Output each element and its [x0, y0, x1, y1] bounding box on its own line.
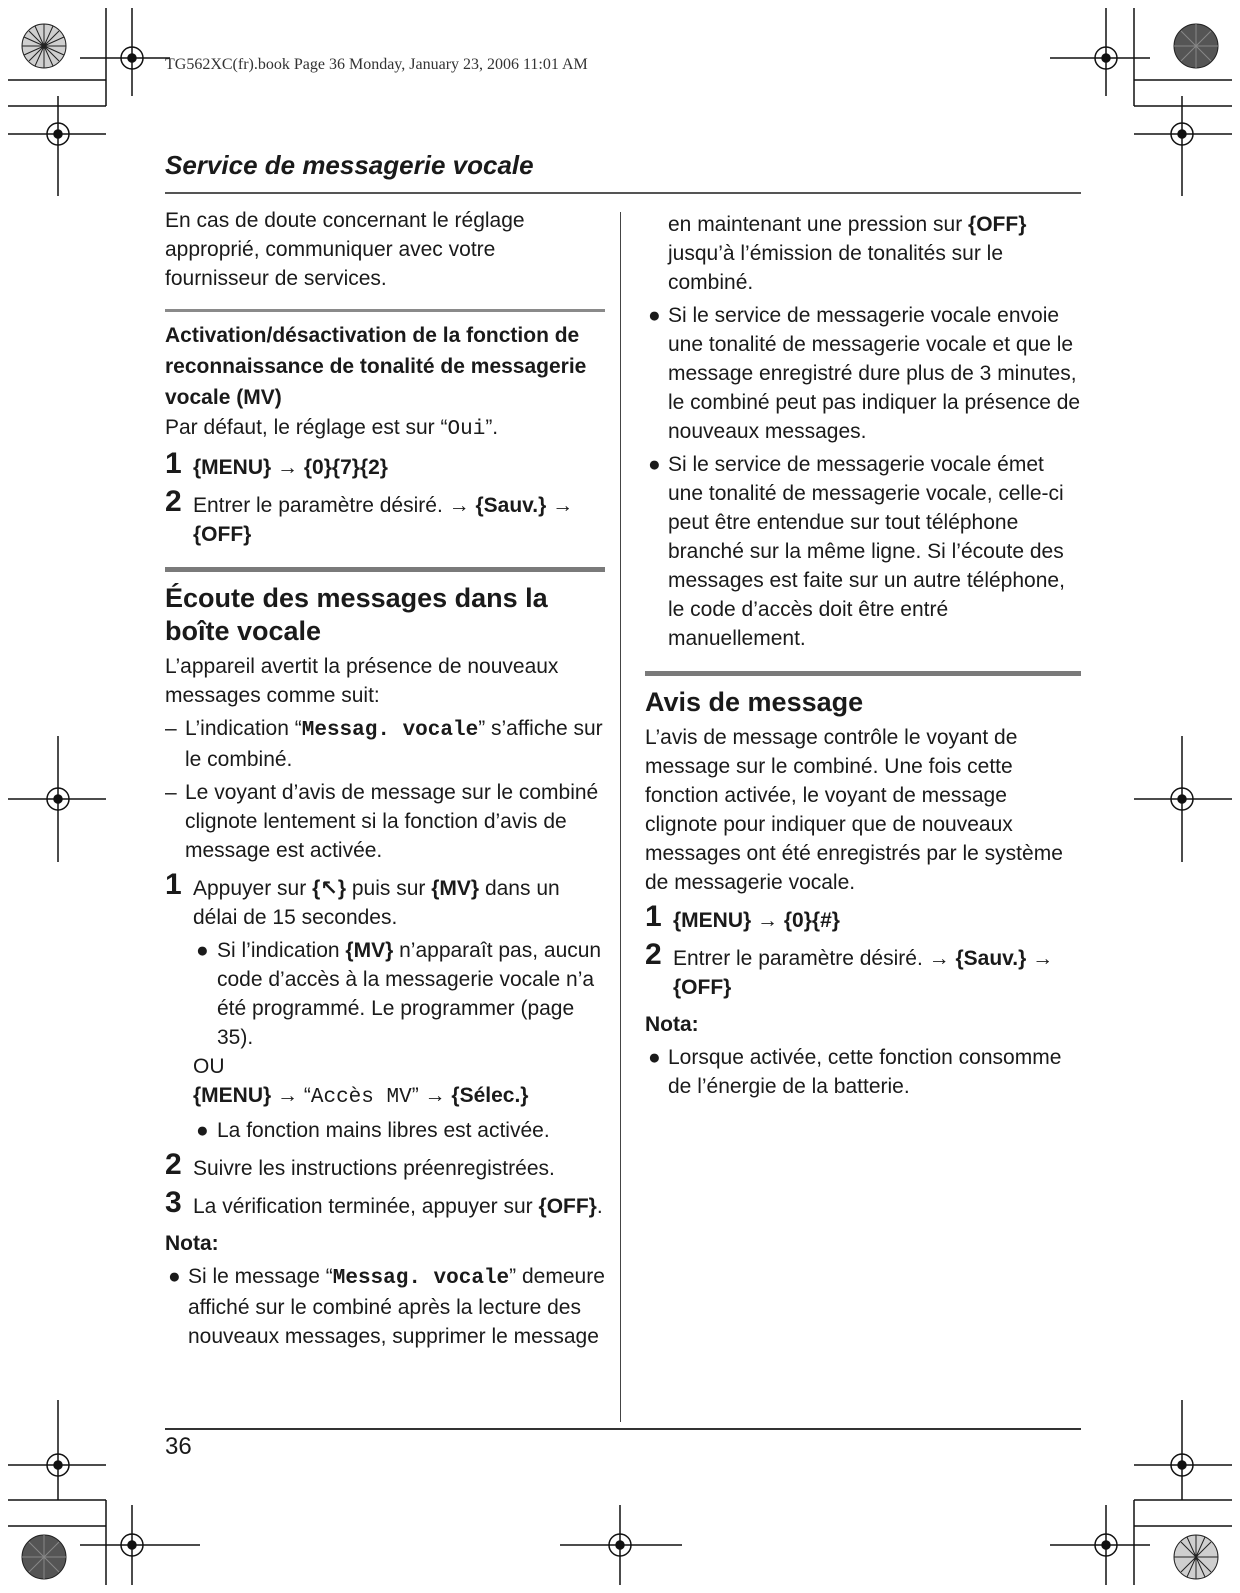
- dash1-post: ” s’affiche sur le combiné.: [185, 717, 603, 771]
- dash-mark: –: [165, 781, 177, 804]
- bullet-icon: ●: [648, 453, 661, 476]
- menu-key: {MENU}: [193, 1084, 272, 1107]
- ecoute-heading: Écoute des messages dans la boîte vocale: [165, 583, 548, 646]
- dash-item: [165, 778, 605, 865]
- crosshair-right-upper: [1134, 96, 1232, 196]
- activation-step-1: [165, 447, 605, 482]
- select-key: {Sélec.}: [451, 1084, 529, 1107]
- arrow-icon: →: [277, 456, 299, 479]
- activation-heading: Activation/désactivation de la fonction de reconnaissance de tonalité de messagerie vocale (MV): [165, 324, 587, 409]
- section-title: Service de messagerie vocale: [165, 150, 534, 180]
- avis-step-2: [645, 938, 1081, 1002]
- dash1-pre: L’indication “: [185, 717, 302, 740]
- mv-key: {MV}: [345, 939, 394, 962]
- step-text: Entrer le paramètre désiré.: [673, 947, 923, 970]
- crosshair-left-middle: [8, 736, 106, 862]
- subsection-rule: [165, 309, 605, 312]
- nota1-pre: Si le message “: [188, 1265, 333, 1288]
- default-pre: Par défaut, le réglage est sur “: [165, 416, 448, 439]
- section-rule: [645, 671, 1081, 676]
- crosshair-left-lower: [8, 1400, 106, 1500]
- left-column: [165, 206, 605, 1351]
- arrow-icon: →: [424, 1084, 446, 1107]
- menu-key: {MENU}: [193, 456, 272, 479]
- digit-keys: {0}{#}: [783, 909, 840, 932]
- avis-step-1: [645, 900, 1081, 935]
- intro-paragraph: En cas de doute concernant le réglage approprié, communiquer avec votre fournisseur de services.: [165, 209, 525, 290]
- ecoute-step-1: [165, 868, 605, 1145]
- section-rule: [165, 567, 605, 572]
- off-key: {OFF}: [673, 976, 732, 999]
- arrow-icon: →: [757, 909, 779, 932]
- display-text: Messag. vocale: [332, 1267, 510, 1290]
- crosshair-bottom-center: [560, 1505, 682, 1585]
- open-quote: “: [303, 1084, 311, 1107]
- step1-mid: puis sur: [351, 877, 426, 900]
- display-text: Messag. vocale: [301, 719, 479, 742]
- off-key: {OFF}: [193, 523, 252, 546]
- step-number: 3: [165, 1186, 182, 1219]
- print-info-header: TG562XC(fr).book Page 36 Monday, January 23, 2006 11:01 AM: [165, 56, 588, 73]
- sub-post: n’apparaît pas, aucun code d’accès à la messagerie vocale n’a été programmé. Le programmer (page 35).: [217, 939, 602, 1049]
- crosshair-top-right: [1050, 8, 1150, 96]
- column-divider: [620, 212, 621, 1422]
- default-value: Oui: [447, 418, 486, 441]
- menu-key: {MENU}: [673, 909, 752, 932]
- step-number: 2: [165, 485, 182, 518]
- nota-bullet: [645, 450, 1081, 653]
- rosette-top-left: [22, 24, 66, 68]
- crosshair-left-upper: [8, 96, 106, 196]
- crosshair-bottom-right: [1050, 1505, 1150, 1585]
- rosette-bottom-left: [22, 1535, 66, 1579]
- alt-sub-bullet: [193, 1116, 605, 1145]
- dash-item: [165, 714, 605, 774]
- talk-key-icon: {↖}: [312, 877, 347, 900]
- crosshair-right-middle: [1134, 736, 1232, 862]
- nota-bullet: [645, 301, 1081, 446]
- title-rule: [165, 192, 1081, 194]
- nota-bullet: [645, 1043, 1081, 1101]
- nota-bullet: [165, 1262, 605, 1351]
- step-number: 1: [165, 868, 182, 901]
- arrow-icon: →: [277, 1084, 299, 1107]
- bullet-icon: ●: [196, 1119, 209, 1142]
- alternate-path: [193, 1081, 605, 1112]
- off-key: {OFF}: [538, 1195, 597, 1218]
- ecoute-step-3: [165, 1186, 605, 1221]
- off-key: {OFF}: [968, 213, 1027, 236]
- step-text: Suivre les instructions préenregistrées.: [193, 1157, 555, 1180]
- crosshair-right-lower: [1134, 1400, 1232, 1500]
- bullet-text: Si le service de messagerie vocale émet une tonalité de messagerie vocale, celle-ci peut être entendue sur tout téléphone branché sur la même ligne. Si l’écoute des messages est faite sur un autre téléphone, le code d’accès doit être entré manuellement.: [668, 453, 1065, 650]
- arrow-icon: →: [928, 947, 950, 970]
- avis-heading: Avis de message: [645, 687, 864, 717]
- step-number: 2: [645, 938, 662, 971]
- arrow-icon: →: [1032, 947, 1054, 970]
- step1-post: dans un délai de 15 secondes.: [193, 877, 560, 929]
- cont-pre: en maintenant une pression sur: [668, 213, 963, 236]
- bullet-icon: ●: [648, 1046, 661, 1069]
- page-number: 36: [165, 1433, 192, 1460]
- step1-pre: Appuyer sur: [193, 877, 307, 900]
- crosshair-bottom-left: [80, 1505, 200, 1585]
- step1-sub-bullet: [193, 936, 605, 1052]
- ecoute-step-2: [165, 1148, 605, 1183]
- avis-intro: L’avis de message contrôle le voyant de message sur le combiné. Une fois cette fonction activée, le voyant de message clignote pour indiquer que de nouveaux messages ont été enregistrés par le système de messagerie vocale.: [645, 726, 1063, 894]
- ecoute-intro: L’appareil avertit la présence de nouveaux messages comme suit:: [165, 655, 559, 707]
- nota-label: Nota:: [645, 1013, 699, 1036]
- activation-step-2: [165, 485, 605, 549]
- nota1-post: ” demeure affiché sur le combiné après la lecture des nouveaux messages, supprimer le message: [188, 1265, 605, 1348]
- arrow-icon: →: [552, 494, 574, 517]
- continued-bullet: [645, 210, 1081, 297]
- mv-key: {MV}: [431, 877, 480, 900]
- nota-text: Lorsque activée, cette fonction consomme de l’énergie de la batterie.: [668, 1046, 1062, 1098]
- bullet-text: Si le service de messagerie vocale envoie une tonalité de messagerie vocale et que le message enregistré dure plus de 3 minutes, le combiné peut pas indiquer la présence de nouveaux messages.: [668, 304, 1081, 443]
- step3-post: .: [596, 1195, 603, 1218]
- footer-rule: [165, 1428, 1081, 1430]
- default-post: ”.: [485, 416, 499, 439]
- right-column: [645, 206, 1081, 1101]
- crosshair-top-left: [80, 8, 170, 96]
- bullet-icon: ●: [648, 304, 661, 327]
- bullet-icon: ●: [168, 1265, 181, 1288]
- arrow-icon: →: [448, 494, 470, 517]
- alt-sub-text: La fonction mains libres est activée.: [217, 1119, 550, 1142]
- step-number: 1: [645, 900, 662, 933]
- step-text: Entrer le paramètre désiré.: [193, 494, 443, 517]
- step-number: 1: [165, 447, 182, 480]
- save-key: {Sauv.}: [475, 494, 547, 517]
- rosette-bottom-right: [1174, 1535, 1218, 1579]
- rosette-top-right: [1174, 24, 1218, 68]
- save-key: {Sauv.}: [955, 947, 1027, 970]
- step3-pre: La vérification terminée, appuyer sur: [193, 1195, 533, 1218]
- default-setting: [165, 413, 605, 444]
- digit-keys: {0}{7}{2}: [303, 456, 388, 479]
- or-label: OU: [193, 1055, 225, 1078]
- dash2-text: Le voyant d’avis de message sur le combiné clignote lentement si la fonction d’avis de message est activée.: [185, 781, 599, 862]
- bullet-icon: ●: [196, 939, 209, 962]
- step-number: 2: [165, 1148, 182, 1181]
- close-quote: ”: [411, 1084, 419, 1107]
- menu-item-code: Accès MV: [310, 1086, 412, 1109]
- dash-mark: –: [165, 717, 177, 740]
- cont-post: jusqu’à l’émission de tonalités sur le combiné.: [668, 242, 1004, 294]
- nota-label: Nota:: [165, 1232, 219, 1255]
- sub-pre: Si l’indication: [217, 939, 340, 962]
